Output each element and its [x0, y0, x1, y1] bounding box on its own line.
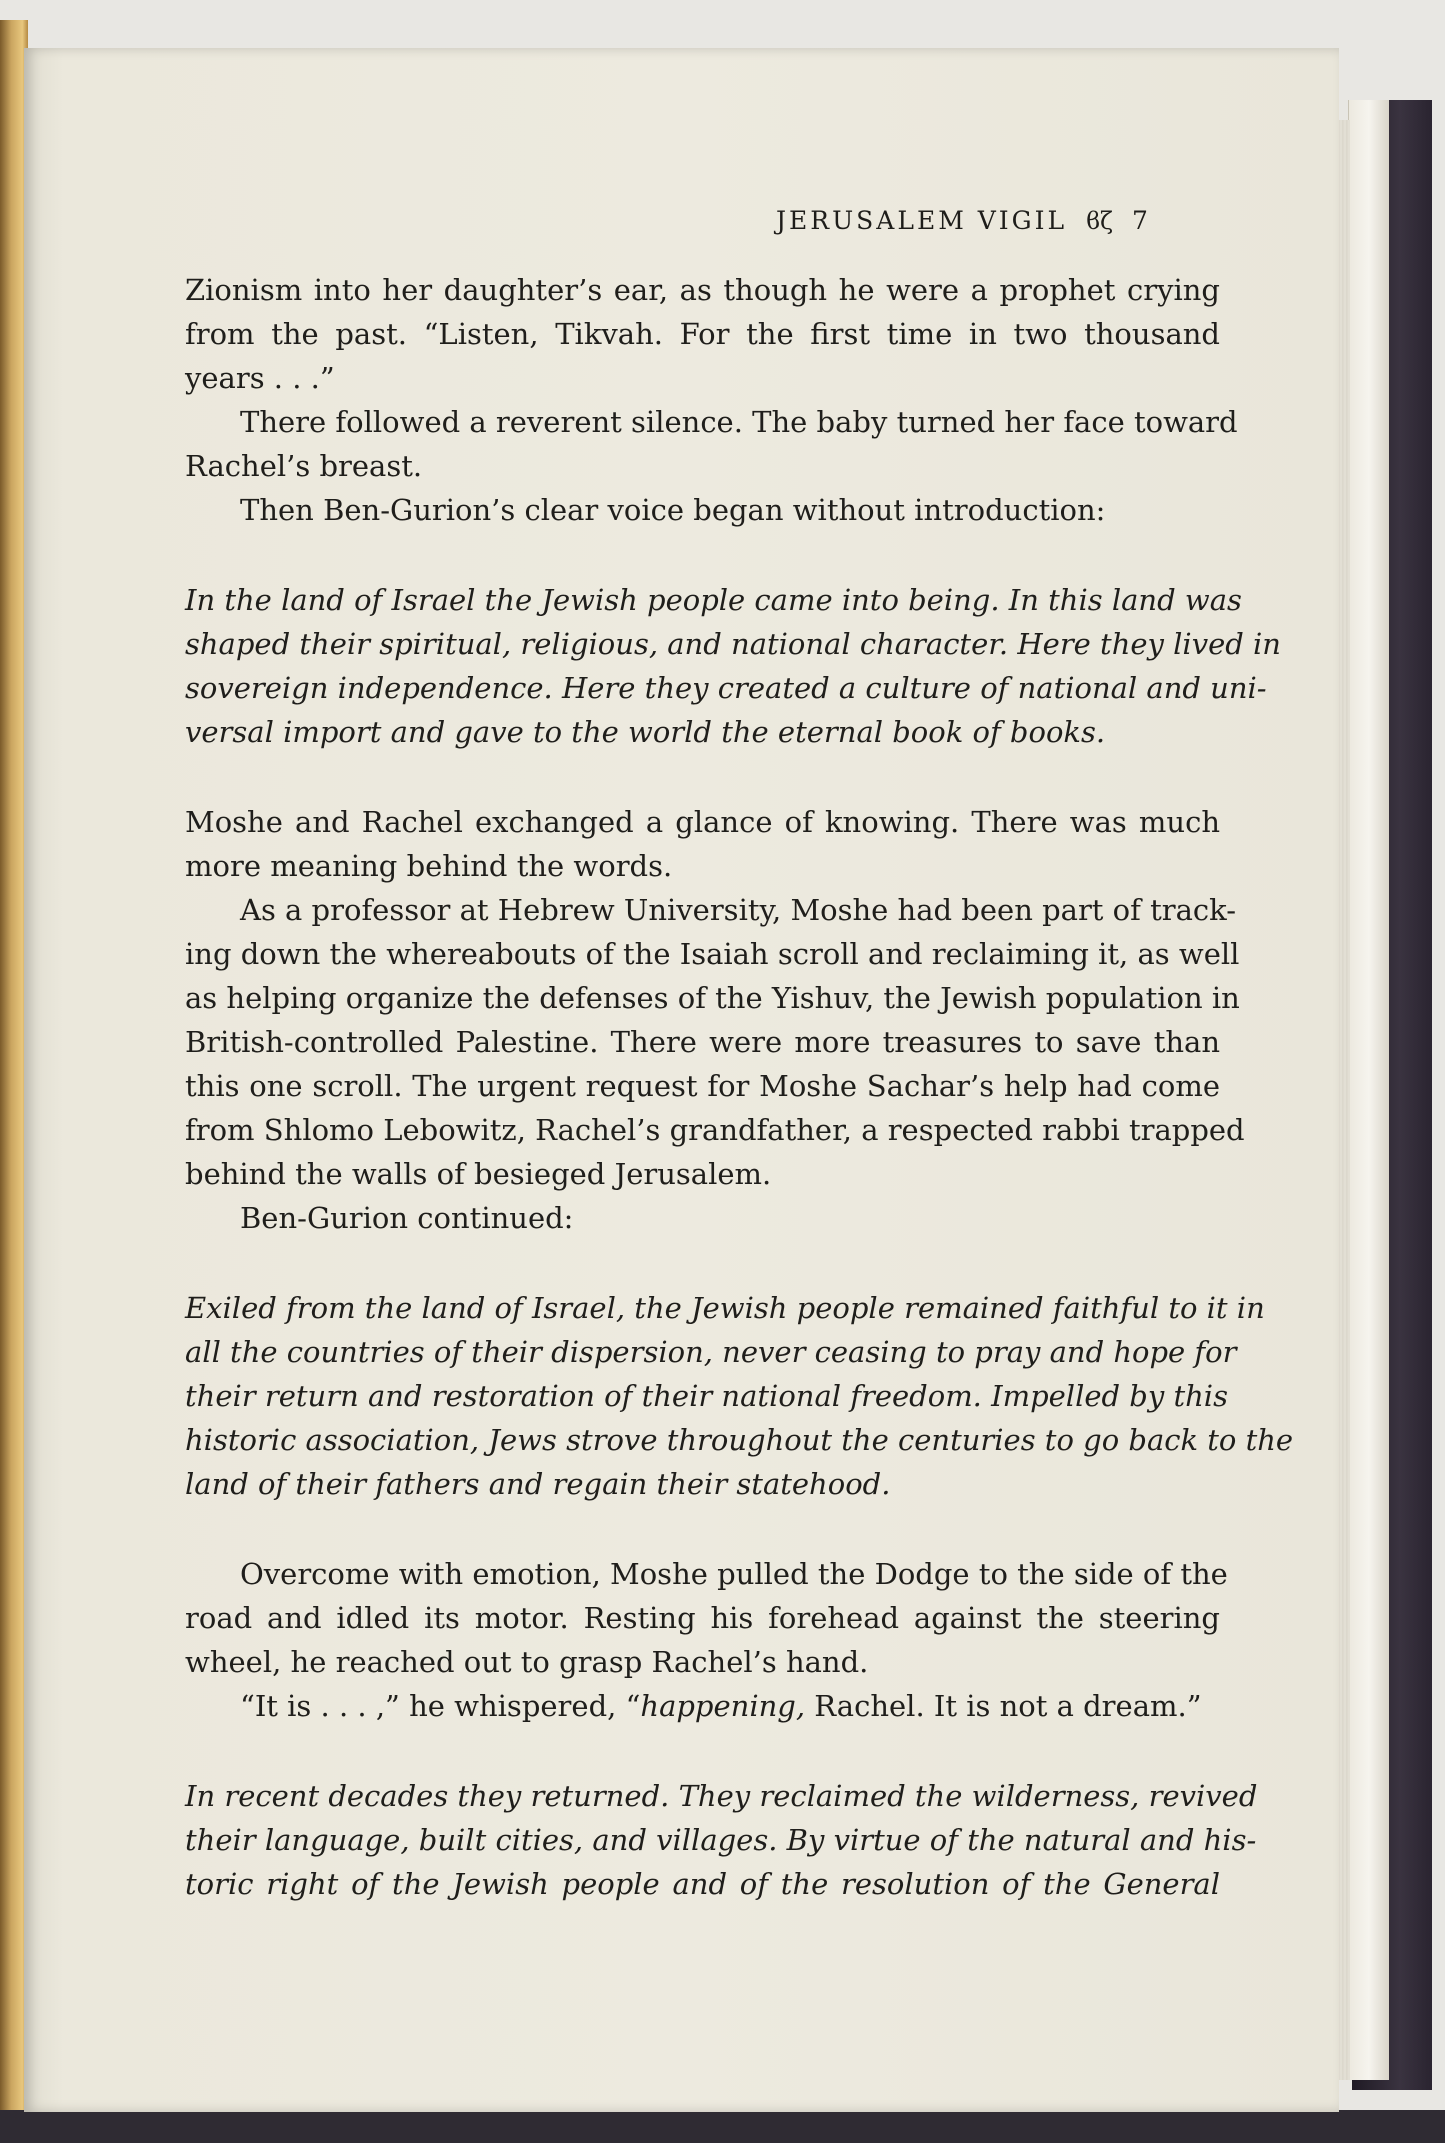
book-page — [24, 48, 1339, 2112]
quote-line: sovereign independence. Here they created a culture of national and uni- — [185, 671, 1267, 705]
text-line: more meaning behind the words. — [185, 849, 673, 883]
text-line: wheel, he reached out to grasp Rachel’s hand. — [185, 1645, 869, 1679]
text-line: from Shlomo Lebowitz, Rachel’s grandfather, a respected rabbi trapped — [185, 1113, 1245, 1147]
running-title: JERUSALEM VIGIL — [776, 206, 1068, 235]
quote-line: Exiled from the land of Israel, the Jewish people remained faithful to it in — [185, 1291, 1265, 1325]
running-header — [776, 206, 1196, 246]
text-line: There followed a reverent silence. The baby turned her face toward — [240, 405, 1238, 439]
text-line: Ben-Gurion continued: — [240, 1201, 574, 1235]
text-line: years . . .” — [185, 361, 335, 395]
quote-line: versal import and gave to the world the eternal book of books. — [185, 715, 1106, 749]
quote-line: historic association, Jews strove throughout the centuries to go back to the — [185, 1423, 1294, 1457]
dialogue-part: “It is . . . ,” he whispered, “ — [240, 1689, 641, 1723]
text-line: British-controlled Palestine. There were more treasures to save than — [185, 1025, 1220, 1059]
ornament-icon: ϐζ — [1086, 207, 1114, 235]
quote-line: land of their fathers and regain their statehood. — [185, 1467, 891, 1501]
quote-line: In recent decades they returned. They reclaimed the wilderness, revived — [185, 1779, 1258, 1813]
text-line: from the past. “Listen, Tikvah. For the first time in two thousand — [185, 317, 1220, 351]
text-line: Zionism into her daughter’s ear, as though he were a prophet crying — [185, 273, 1220, 307]
quote-line: all the countries of their dispersion, never ceasing to pray and hope for — [185, 1335, 1237, 1369]
quote-line: In the land of Israel the Jewish people came into being. In this land was — [185, 583, 1242, 617]
dust-jacket-edge — [1348, 100, 1389, 2080]
text-line: Then Ben-Gurion’s clear voice began without introduction: — [240, 493, 1106, 527]
text-line: Overcome with emotion, Moshe pulled the Dodge to the side of the — [240, 1557, 1228, 1591]
text-line: as helping organize the defenses of the Yishuv, the Jewish population in — [185, 981, 1240, 1015]
text-line: road and idled its motor. Resting his forehead against the steering — [185, 1601, 1220, 1635]
quote-line: their language, built cities, and villages. By virtue of the natural and his- — [185, 1823, 1257, 1857]
emphasis-word: happening, — [640, 1689, 806, 1723]
text-line: ing down the whereabouts of the Isaiah scroll and reclaiming it, as well — [185, 937, 1240, 971]
book-cover-bottom — [0, 2110, 1445, 2143]
text-line: Rachel’s breast. — [185, 449, 423, 483]
quote-line: toric right of the Jewish people and of the resolution of the General — [185, 1867, 1220, 1901]
dialogue-part: Rachel. It is not a dream.” — [805, 1689, 1202, 1723]
text-line: this one scroll. The urgent request for Moshe Sachar’s help had come — [185, 1069, 1220, 1103]
quote-line: their return and restoration of their national freedom. Impelled by this — [185, 1379, 1228, 1413]
page-number: 7 — [1132, 206, 1151, 235]
dialogue-line — [240, 1684, 1220, 1728]
text-line: behind the walls of besieged Jerusalem. — [185, 1157, 772, 1191]
text-line: As a professor at Hebrew University, Moshe had been part of track- — [240, 893, 1236, 927]
quote-line: shaped their spiritual, religious, and national character. Here they lived in — [185, 627, 1281, 661]
text-line: Moshe and Rachel exchanged a glance of knowing. There was much — [185, 805, 1220, 839]
